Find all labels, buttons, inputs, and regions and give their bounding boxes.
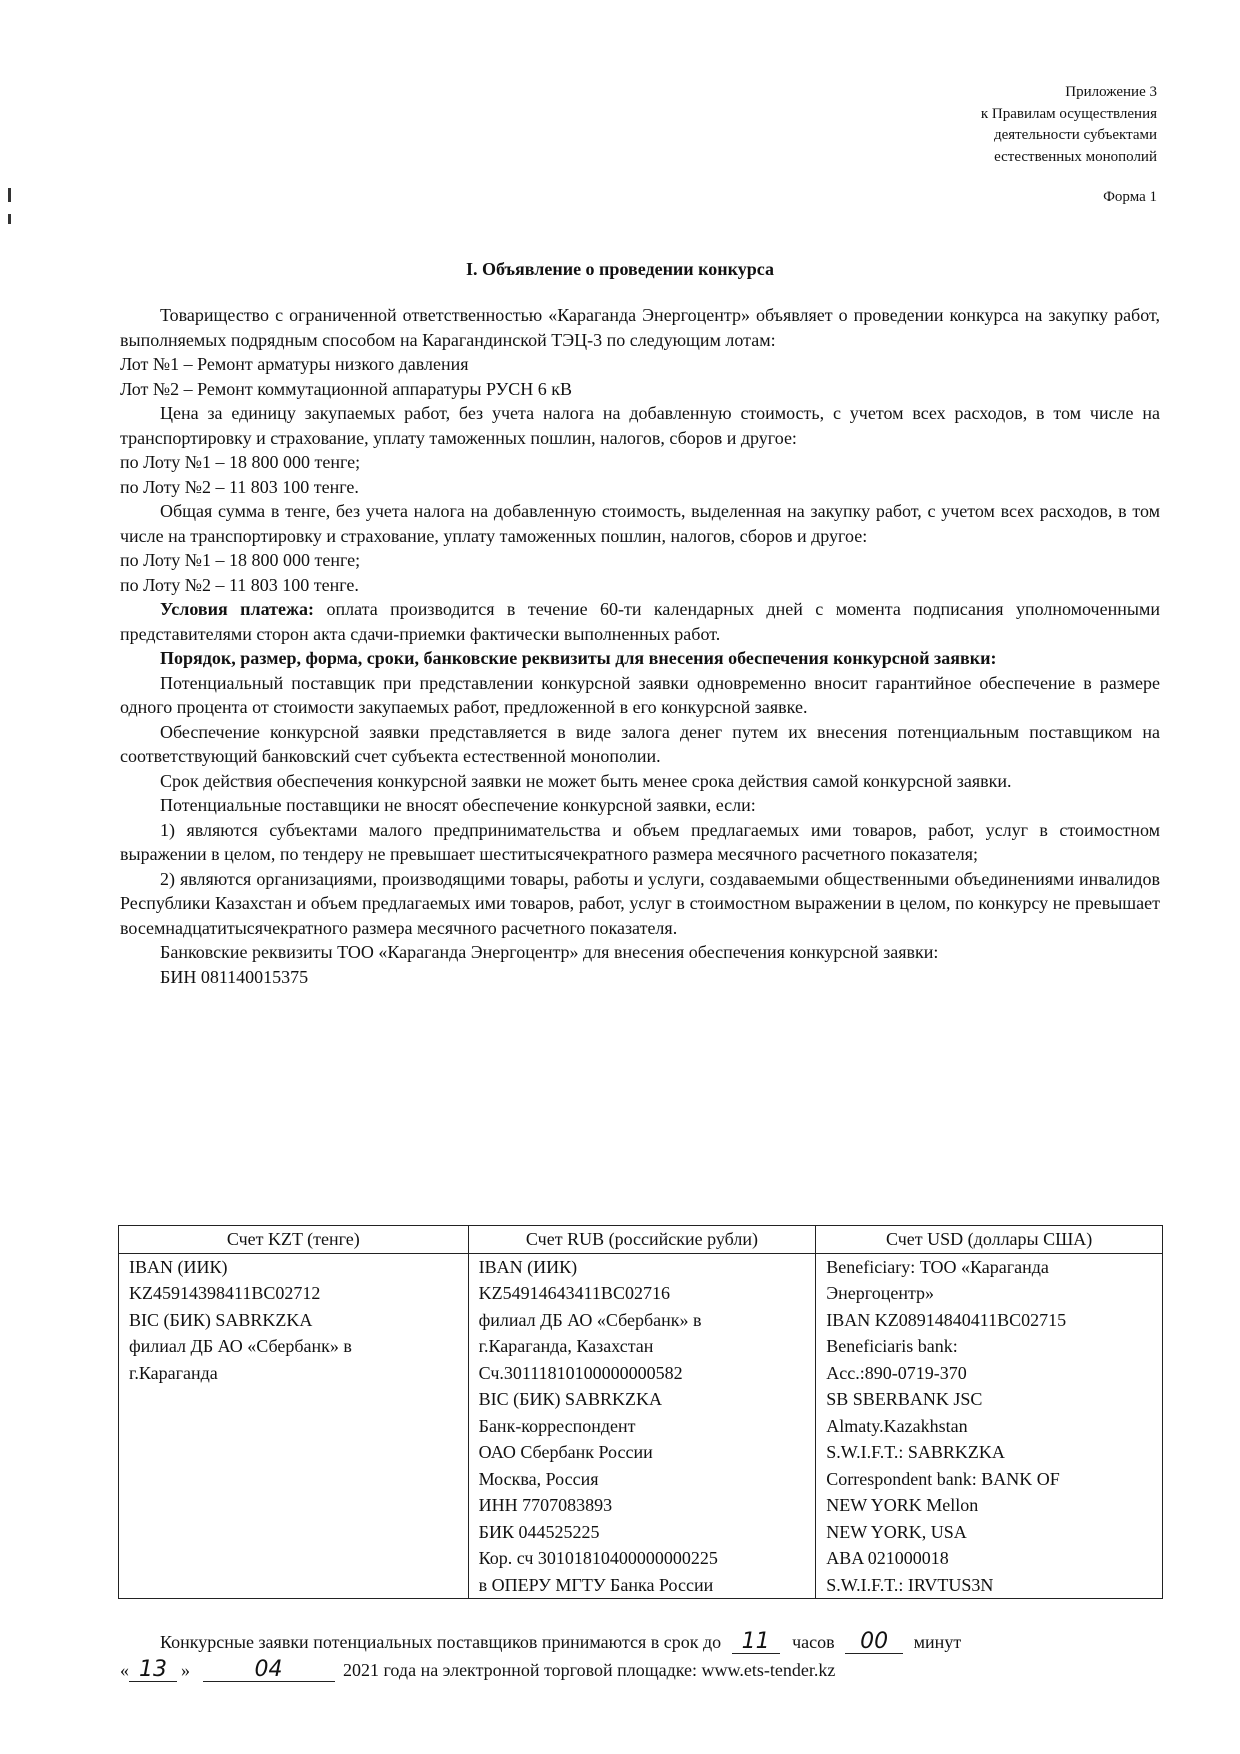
usd-account-cell	[816, 1253, 1163, 1599]
cell-line: г.Караганда, Казахстан	[478, 1336, 654, 1356]
table-row	[119, 1253, 1163, 1599]
appendix-line: к Правилам осуществления	[980, 105, 1157, 122]
exemption-item: 1) являются субъектами малого предпринимательства и объем предлагаемых ими товаров, работ, услуг в стоимостном выражении в целом, по тендеру не превышает шеститысячекратного размера месячного расчетного показателя;	[120, 819, 1160, 864]
deadline-line-2	[120, 1656, 1165, 1684]
payment-terms-label: Условия платежа:	[160, 599, 315, 619]
quote-open: «	[120, 1660, 129, 1680]
appendix-line: Приложение 3	[1065, 84, 1157, 100]
cell-line: Банк-корреспондент	[478, 1415, 636, 1436]
cell-line: Acc.:890-0719-370	[826, 1362, 967, 1383]
bin-number: БИН 081140015375	[160, 966, 309, 987]
total-amount-paragraph: Общая сумма в тенге, без учета налога на добавленную стоимость, выделенная на закупку работ, с учетом всех расходов, в том числе на транспортировку и страхование, уплату таможенных пошлин, налогов, сборов и другое:	[120, 501, 1160, 546]
bank-details-intro: Банковские реквизиты ТОО «Караганда Энергоцентр» для внесения обеспечения конкурсной заявки:	[160, 942, 939, 962]
column-header-rub: Счет RUB (российские рубли)	[468, 1226, 816, 1254]
cell-line: BIC (БИК) SABRKZKA	[478, 1389, 662, 1409]
appendix-reference	[981, 82, 1157, 168]
security-heading-text: Порядок, размер, форма, сроки, банковские реквизиты для внесения обеспечения конкурсной заявки:	[160, 648, 997, 668]
security-paragraph: Срок действия обеспечения конкурсной заявки не может быть менее срока действия самой конкурсной заявки.	[160, 770, 1012, 791]
cell-line: Москва, Россия	[478, 1468, 599, 1489]
cell-line: Beneficiaris bank:	[826, 1336, 958, 1356]
cell-line: филиал ДБ АО «Сбербанк» в	[478, 1309, 702, 1330]
cell-line: SB SBERBANK JSC	[826, 1389, 983, 1409]
deadline-text: Конкурсные заявки потенциальных поставщиков принимаются в срок до	[160, 1632, 722, 1652]
cell-line: KZ54914643411BC02716	[478, 1283, 670, 1303]
column-header-kzt: Счет KZT (тенге)	[119, 1226, 469, 1254]
lot-line: Лот №2 – Ремонт коммутационной аппаратуры РУСН 6 кВ	[120, 378, 573, 399]
security-heading	[120, 646, 1160, 671]
rub-account-cell	[468, 1253, 816, 1599]
cell-line: Энергоцентр»	[826, 1283, 935, 1303]
minutes-handwritten: 00	[845, 1631, 903, 1654]
cell-line: Сч.30111810100000000582	[478, 1362, 683, 1383]
announcement-body	[120, 303, 1160, 989]
day-handwritten: 13	[129, 1659, 177, 1682]
appendix-line: естественных монополий	[994, 148, 1157, 165]
security-paragraph: Обеспечение конкурсной заявки представляется в виде залога денег путем их внесения потенциальным поставщиком на соответствующий банковский счет субъекта естественной монополии.	[120, 721, 1160, 766]
intro-paragraph: Товарищество с ограниченной ответственностью «Караганда Энергоцентр» объявляет о проведении конкурса на закупку работ, выполняемых подрядным способом на Карагандинской ТЭЦ-3 по следующим лотам:	[120, 305, 1160, 350]
cell-line: BIC (БИК) SABRKZKA	[129, 1309, 313, 1330]
bank-details-table	[118, 1225, 1163, 1599]
cell-line: Almaty.Kazakhstan	[826, 1415, 968, 1436]
cell-line: в ОПЕРУ МГТУ Банка России	[478, 1574, 714, 1595]
payment-terms-text: оплата производится в течение 60-ти календарных дней с момента подписания уполномоченными представителями сторон акта сдачи-приемки фактически выполненных работ.	[120, 599, 1160, 644]
appendix-line: деятельности субъектами	[993, 127, 1157, 143]
cell-line: ABA 021000018	[826, 1548, 949, 1568]
month-handwritten: 04	[203, 1659, 335, 1682]
cell-line: IBAN (ИИК)	[129, 1256, 228, 1277]
cell-line: S.W.I.F.T.: IRVTUS3N	[826, 1574, 994, 1595]
cell-line: S.W.I.F.T.: SABRKZKA	[826, 1442, 1005, 1462]
cell-line: ИНН 7707083893	[478, 1495, 613, 1515]
quote-close: »	[181, 1660, 190, 1680]
cell-line: NEW YORK Mellon	[826, 1495, 979, 1515]
payment-terms-paragraph	[120, 597, 1160, 646]
cell-line: Кор. сч 30101810400000000225	[478, 1548, 718, 1568]
total-amount-line: по Лоту №2 – 11 803 100 тенге.	[120, 574, 359, 595]
cell-line: IBAN KZ08914840411BC02715	[826, 1309, 1067, 1330]
minutes-word: минут	[913, 1632, 962, 1652]
exemption-item: 2) являются организациями, производящими товары, работы и услуги, создаваемыми общественными объединениями инвалидов Республики Казахстан и объем предлагаемых ими товаров, работ, услуг в стоимостном выражении в целом, по конкурсу не превышает восемнадцатитысячекратного размера месячного расчетного показателя.	[120, 868, 1160, 938]
security-paragraph: Потенциальный поставщик при представлении конкурсной заявки одновременно вносит гарантийное обеспечение в размере одного процента от стоимости закупаемых работ, предложенной в его конкурсной заявке.	[120, 672, 1160, 717]
form-number: Форма 1	[1103, 189, 1157, 205]
cell-line: Beneficiary: ТОО «Караганда	[826, 1256, 1049, 1277]
table-header-row	[119, 1226, 1163, 1254]
cell-line: БИК 044525225	[478, 1521, 600, 1542]
cell-line: IBAN (ИИК)	[478, 1256, 578, 1277]
cell-line: г.Караганда	[129, 1362, 218, 1383]
unit-price-line: по Лоту №2 – 11 803 100 тенге.	[120, 476, 359, 497]
hours-handwritten: 11	[732, 1631, 780, 1654]
unit-price-line: по Лоту №1 – 18 800 000 тенге;	[120, 452, 361, 472]
lot-line: Лот №1 – Ремонт арматуры низкого давления	[120, 354, 469, 374]
scan-margin-mark	[8, 188, 11, 202]
cell-line: NEW YORK, USA	[826, 1521, 967, 1542]
document-title: I. Объявление о проведении конкурса	[465, 259, 775, 279]
total-amount-line: по Лоту №1 – 18 800 000 тенге;	[120, 550, 361, 570]
cell-line: филиал ДБ АО «Сбербанк» в	[129, 1336, 352, 1356]
kzt-account-cell	[119, 1253, 469, 1599]
hours-word: часов	[792, 1632, 835, 1652]
cell-line: KZ45914398411BC02712	[129, 1283, 321, 1303]
deadline-line-1	[120, 1628, 1165, 1656]
scan-margin-mark	[8, 214, 11, 224]
cell-line: ОАО Сбербанк России	[478, 1442, 653, 1462]
deadline-platform-text: 2021 года на электронной торговой площадке: www.ets-tender.kz	[343, 1660, 836, 1680]
submission-deadline	[120, 1628, 1165, 1684]
unit-price-paragraph: Цена за единицу закупаемых работ, без учета налога на добавленную стоимость, с учетом всех расходов, в том числе на транспортировку и страхование, уплату таможенных пошлин, налогов, сборов и другое:	[120, 403, 1160, 448]
cell-line: Correspondent bank: BANK OF	[826, 1468, 1060, 1489]
column-header-usd: Счет USD (доллары США)	[816, 1226, 1163, 1254]
security-paragraph: Потенциальные поставщики не вносят обеспечение конкурсной заявки, если:	[160, 795, 756, 815]
